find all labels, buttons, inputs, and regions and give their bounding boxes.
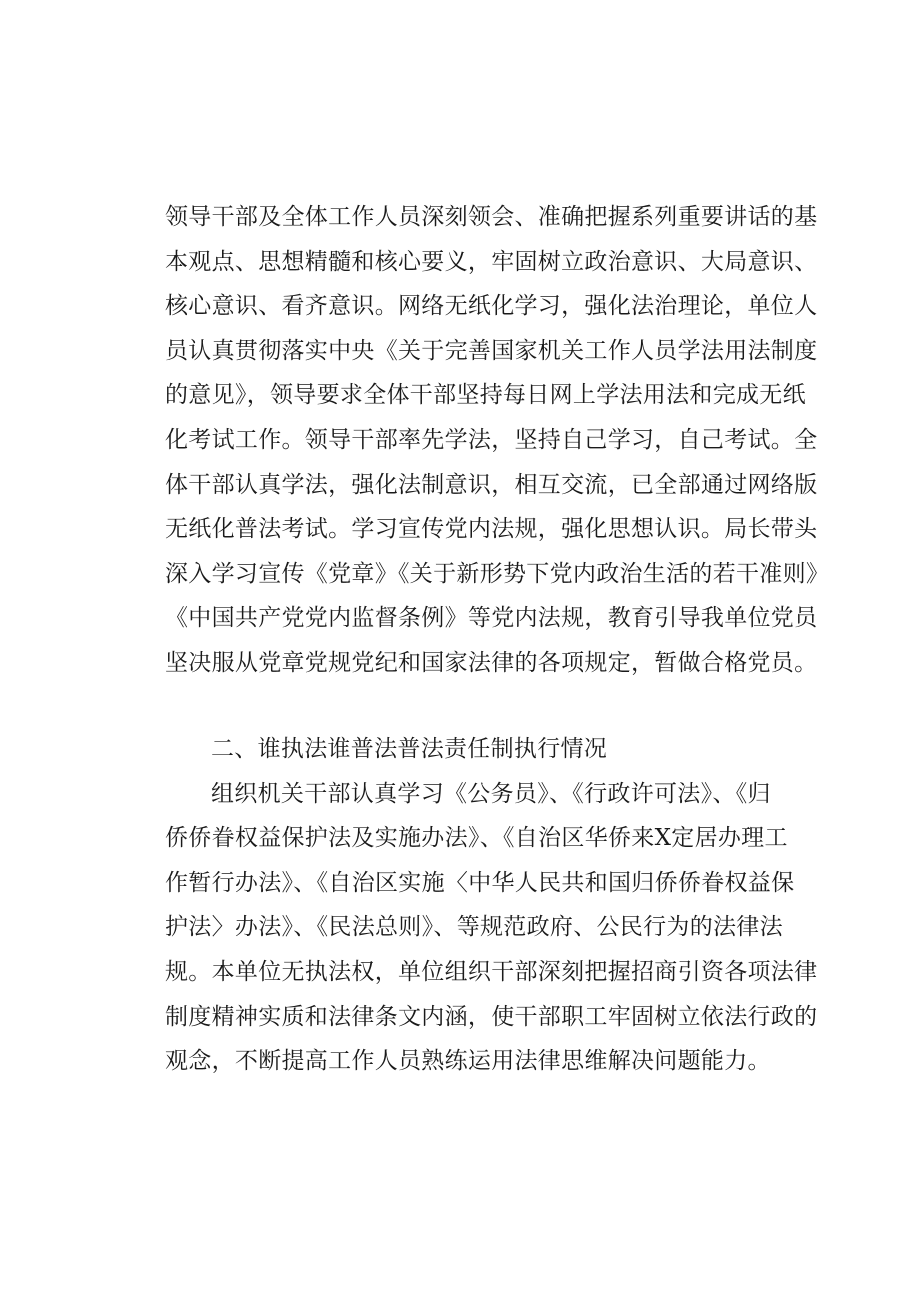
paragraph-line: 组织机关干部认真学习《公务员》、《行政许可法》、《归 [211, 780, 771, 807]
paragraph-line: 坚决服从党章党规党纪和国家法律的各项规定，暂做合格党员。 [165, 649, 818, 676]
paragraph-line: 护法〉办法》、《民法总则》、等规范政府、公民行为的法律法 [165, 914, 783, 941]
paragraph-line: 作暂行办法》、《自治区实施〈中华人民共和国归侨侨眷权益保 [165, 869, 795, 896]
paragraph-line: 本观点、思想精髓和核心要义，牢固树立政治意识、大局意识、 [165, 248, 818, 275]
section-heading: 二、谁执法谁普法普法责任制执行情况 [211, 736, 608, 762]
paragraph-line: 制度精神实质和法律条文内涵，使干部职工牢固树立依法行政的 [165, 1003, 818, 1030]
paragraph-party-regulations [165, 195, 830, 686]
paragraph-line: 员认真贯彻落实中央《关于完善国家机关工作人员学法用法制度 [165, 337, 818, 364]
section-enforcement [165, 727, 818, 1084]
paragraph-line: 化考试工作。领导干部率先学法，坚持自己学习，自己考试。全 [165, 426, 818, 453]
paragraph-line: 侨侨眷权益保护法及实施办法》、《自治区华侨来X定居办理工 [165, 825, 788, 852]
paragraph-line: 领导干部及全体工作人员深刻领会、准确把握系列重要讲话的基 [165, 204, 818, 230]
paragraph-line: 深入学习宣传《党章》《关于新形势下党内政治生活的若干准则》 [165, 560, 830, 587]
paragraph-line: 观念，不断提高工作人员熟练运用法律思维解决问题能力。 [165, 1048, 771, 1075]
paragraph-line: 《中国共产党党内监督条例》等党内法规，教育引导我单位党员 [165, 605, 818, 632]
paragraph-line: 的意见》，领导要求全体干部坚持每日网上学法用法和完成无纸 [165, 382, 806, 409]
paragraph-line: 无纸化普法考试。学习宣传党内法规，强化思想认识。局长带头 [165, 516, 818, 543]
paragraph-line: 核心意识、看齐意识。网络无纸化学习，强化法治理论，单位人 [165, 293, 818, 320]
paragraph-line: 体干部认真学法，强化法制意识，相互交流，已全部通过网络版 [165, 471, 818, 498]
paragraph-line: 规。本单位无执法权，单位组织干部深刻把握招商引资各项法律 [165, 958, 818, 985]
